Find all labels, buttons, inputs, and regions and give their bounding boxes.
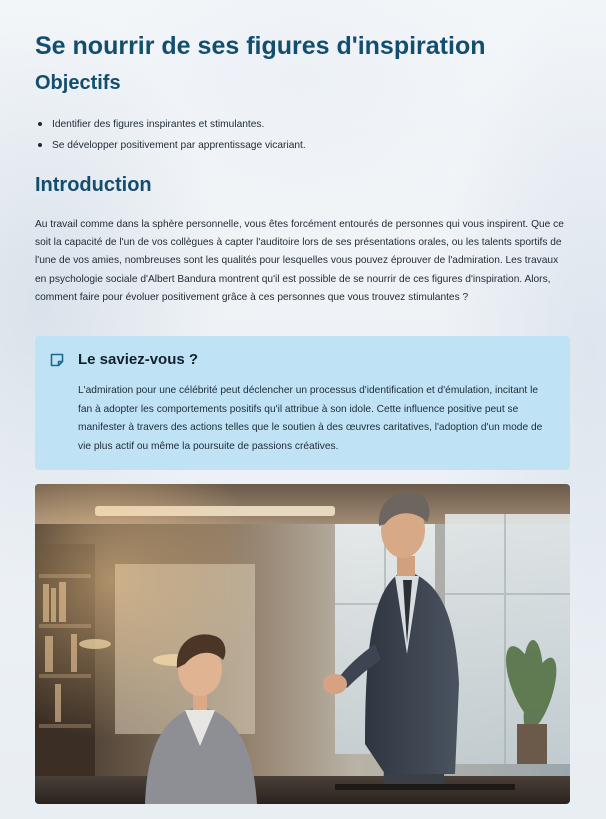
introduction-text: Au travail comme dans la sphère personnelle, vous êtes forcément entourés de personnes qui vous inspirent. Que ce soit la capacité de l'un de vos collègues à capter l'auditoire lors de ses présentations orales, ou les talents sportifs de l'une de vos amies, nombreuses sont les qualités pour lesquelles vous pouvez éprouver de l'admiration. Les travaux en psychologie sociale d'Albert Bandura montrent qu'il est possible de se nourrir de ces figures d'inspiration. Alors, comment faire pour évoluer positivement grâce à ces personnes que vous trouvez stimulantes ? [35, 219, 564, 303]
objectives-heading: Objectifs [35, 72, 121, 94]
page-title: Se nourrir de ses figures d'inspiration [35, 32, 486, 60]
list-item: Identifier des figures inspirantes et stimulantes. [35, 114, 575, 135]
callout-title: Le saviez-vous ? [78, 351, 199, 368]
callout-text: L'admiration pour une célébrité peut déclencher un processus d'identification et d'émulation, incitant le fan à adopter les comportements positifs qu'il attribue à son idole. Cette influence positive peut se manifester à travers des actions telles que le soutien à des œuvres caritatives, l'adoption d'un mode de vie plus actif ou même la poursuite de passions créatives. [78, 385, 543, 452]
objectives-list [35, 114, 575, 156]
note-icon [49, 352, 65, 368]
did-you-know-callout [35, 336, 570, 470]
introduction-heading: Introduction [35, 174, 152, 196]
list-item: Se développer positivement par apprentissage vicariant. [35, 135, 575, 156]
office-mentor-photo [35, 484, 570, 804]
